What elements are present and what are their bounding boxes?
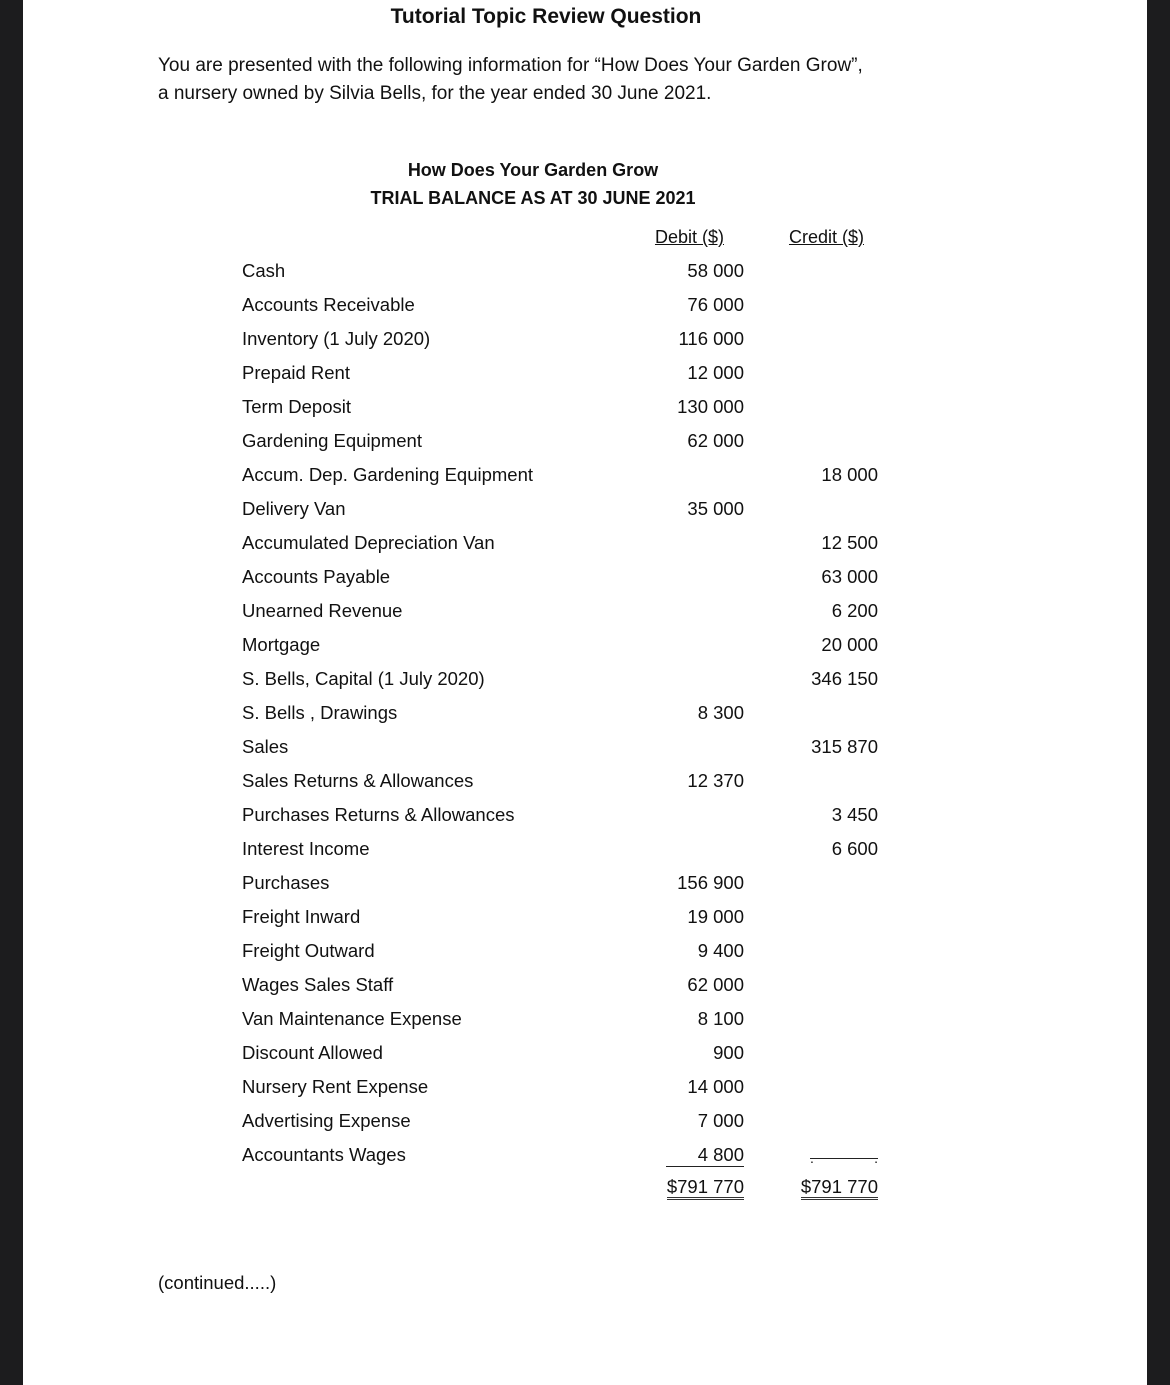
- account-name: S. Bells, Capital (1 July 2020): [242, 668, 485, 689]
- debit-value: 4 800: [666, 1144, 744, 1167]
- account-name: Mortgage: [242, 634, 321, 655]
- account-name: Sales: [242, 736, 289, 757]
- table-row: [23, 396, 1147, 430]
- account-name: Cash: [242, 260, 286, 281]
- page-title: Tutorial Topic Review Question: [390, 5, 702, 28]
- account-name: Inventory (1 July 2020): [242, 328, 431, 349]
- debit-value: 62 000: [687, 974, 744, 995]
- table-row: [23, 1144, 1147, 1178]
- table-row: [23, 804, 1147, 838]
- table-row: [23, 1076, 1147, 1110]
- account-name: Wages Sales Staff: [242, 974, 394, 995]
- credit-value: 63 000: [821, 566, 878, 587]
- credit-value: 6 200: [831, 600, 878, 621]
- table-row: [23, 668, 1147, 702]
- credit-value: 20 000: [821, 634, 878, 655]
- account-name: Freight Outward: [242, 940, 375, 961]
- trial-balance-heading: TRIAL BALANCE AS AT 30 JUNE 2021: [370, 188, 696, 208]
- table-row: [23, 736, 1147, 770]
- credit-value: 6 600: [831, 838, 878, 859]
- debit-value: 12 370: [687, 770, 744, 791]
- account-name: Accountants Wages: [242, 1144, 406, 1165]
- account-name: Sales Returns & Allowances: [242, 770, 474, 791]
- table-row: [23, 940, 1147, 974]
- account-name: Accounts Payable: [242, 566, 391, 587]
- debit-value: 8 300: [697, 702, 744, 723]
- debit-header: Debit ($): [654, 227, 724, 247]
- credit-subtotal-line: . .: [810, 1150, 878, 1166]
- account-name: Accum. Dep. Gardening Equipment: [242, 464, 534, 485]
- table-row: [23, 600, 1147, 634]
- account-name: Prepaid Rent: [242, 362, 350, 383]
- debit-value: 58 000: [687, 260, 744, 281]
- account-name: Nursery Rent Expense: [242, 1076, 429, 1097]
- table-row: [23, 1042, 1147, 1076]
- debit-value: 12 000: [687, 362, 744, 383]
- table-row: [23, 634, 1147, 668]
- table-row: [23, 464, 1147, 498]
- debit-value: 14 000: [687, 1076, 744, 1097]
- debit-value: 116 000: [678, 328, 744, 349]
- table-row: [23, 532, 1147, 566]
- debit-value: 19 000: [687, 906, 744, 927]
- table-row: [23, 838, 1147, 872]
- table-row: [23, 260, 1147, 294]
- credit-value: 12 500: [821, 532, 878, 553]
- credit-value: 3 450: [831, 804, 878, 825]
- table-row: [23, 702, 1147, 736]
- credit-header: Credit ($): [788, 227, 864, 247]
- account-name: Van Maintenance Expense: [242, 1008, 462, 1029]
- table-row: [23, 498, 1147, 532]
- continued-note: (continued.....): [158, 1272, 277, 1293]
- debit-value: 35 000: [687, 498, 744, 519]
- table-row: [23, 1110, 1147, 1144]
- account-name: Discount Allowed: [242, 1042, 383, 1063]
- intro-line: You are presented with the following information for “How Does Your Garden Grow”,: [158, 55, 863, 76]
- total-credit: $791 770: [801, 1177, 878, 1200]
- table-row: [23, 328, 1147, 362]
- debit-value: 76 000: [687, 294, 744, 315]
- debit-value: 156 900: [677, 872, 744, 893]
- table-row: [23, 906, 1147, 940]
- account-name: Interest Income: [242, 838, 370, 859]
- intro-paragraph: [158, 52, 1013, 108]
- document-page: [23, 0, 1147, 1385]
- debit-value: 130 000: [677, 396, 744, 417]
- table-row: [23, 872, 1147, 906]
- debit-value: 9 400: [697, 940, 744, 961]
- debit-value: 900: [713, 1042, 744, 1063]
- credit-value: 315 870: [811, 736, 878, 757]
- table-row: [23, 1008, 1147, 1042]
- account-name: S. Bells , Drawings: [242, 702, 398, 723]
- account-name: Advertising Expense: [242, 1110, 411, 1131]
- account-name: Unearned Revenue: [242, 600, 403, 621]
- table-row: [23, 566, 1147, 600]
- account-name: Term Deposit: [242, 396, 351, 417]
- credit-value: 18 000: [821, 464, 878, 485]
- totals-row: [23, 1177, 1147, 1211]
- account-name: Delivery Van: [242, 498, 346, 519]
- debit-value: 7 000: [697, 1110, 744, 1131]
- table-row: [23, 294, 1147, 328]
- intro-line: a nursery owned by Silvia Bells, for the year ended 30 June 2021.: [158, 83, 712, 104]
- debit-value: 8 100: [697, 1008, 744, 1029]
- account-name: Accumulated Depreciation Van: [242, 532, 495, 553]
- table-row: [23, 770, 1147, 804]
- table-row: [23, 974, 1147, 1008]
- account-name: Purchases Returns & Allowances: [242, 804, 515, 825]
- table-row: [23, 430, 1147, 464]
- total-debit: $791 770: [667, 1177, 744, 1200]
- debit-value: 62 000: [687, 430, 744, 451]
- account-name: Accounts Receivable: [242, 294, 415, 315]
- account-name: Purchases: [242, 872, 330, 893]
- account-name: Freight Inward: [242, 906, 361, 927]
- business-name: How Does Your Garden Grow: [407, 160, 659, 180]
- credit-value: 346 150: [811, 668, 878, 689]
- table-row: [23, 362, 1147, 396]
- account-name: Gardening Equipment: [242, 430, 422, 451]
